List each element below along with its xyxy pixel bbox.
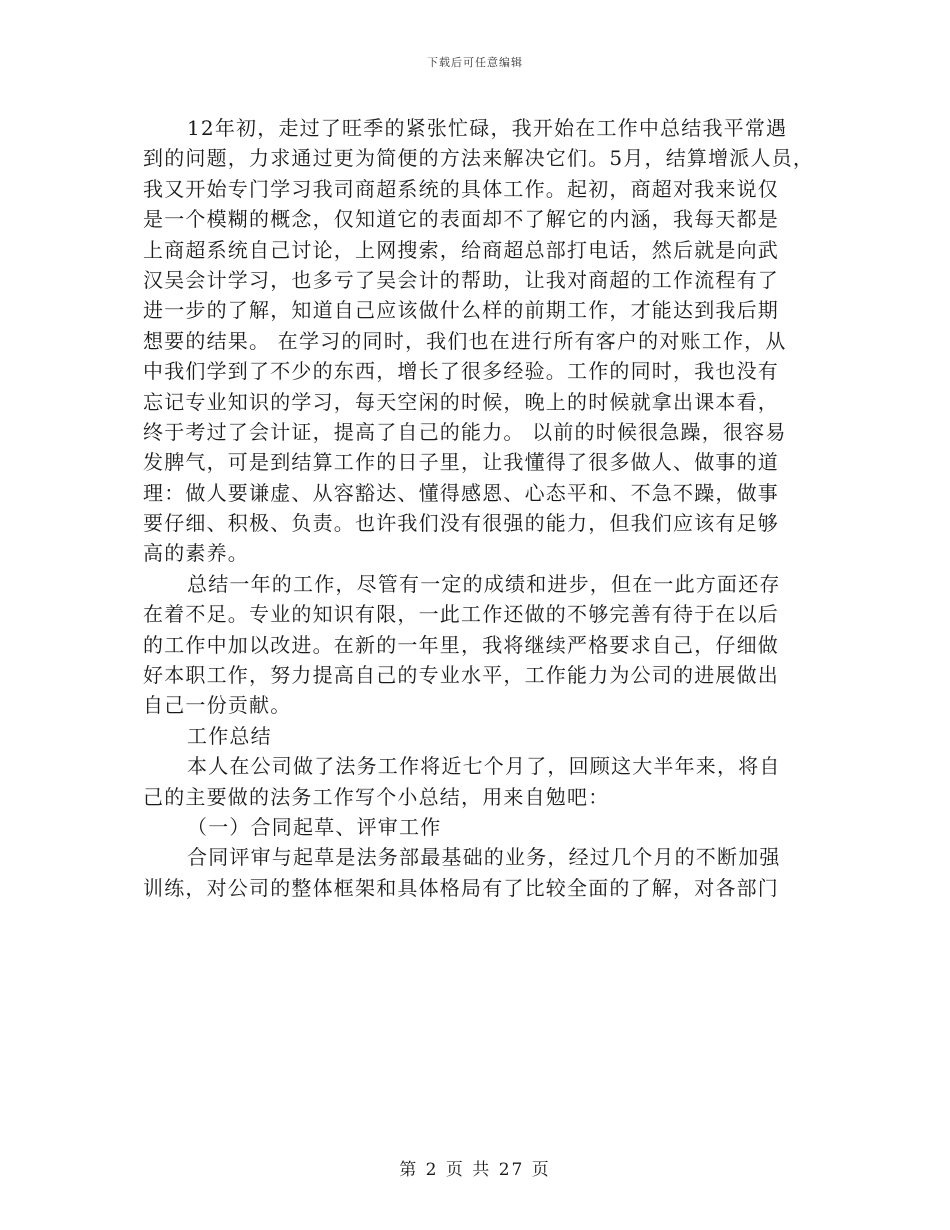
text-line: 在着不足。专业的知识有限，一此工作还做的不够完善有待于在以后 [143,602,779,627]
document-body [143,113,815,903]
text-line: 进一步的了解，知道自己应该做什么样的前期工作，才能达到我后期 [143,298,779,323]
text-line: 到的问题，力求通过更为简便的方法来解决它们。5月，结算增派人员， [143,146,815,171]
page-header-note: 下载后可任意编辑 [427,56,523,69]
text-line: 合同评审与起草是法务部最基础的业务，经过几个月的不断加强 [187,845,781,870]
text-line: 自己一份贡献。 [143,693,292,718]
text-line: 训练，对公司的整体框架和具体格局有了比较全面的了解，对各部门 [143,875,779,900]
text-line: 汉吴会计学习，也多亏了吴会计的帮助，让我对商超的工作流程有了 [143,267,779,292]
text-line: 忘记专业知识的学习，每天空闲的时候，晚上的时候就拿出课本看， [143,389,779,414]
text-line: 我又开始专门学习我司商超系统的具体工作。起初，商超对我来说仅 [143,176,779,201]
text-line: 是一个模糊的概念，仅知道它的表面却不了解它的内涵，我每天都是 [143,207,779,232]
text-line: 的工作中加以改进。在新的一年里，我将继续严格要求自己，仔细做 [143,632,779,657]
text-line: 要仔细、积极、负责。也许我们没有很强的能力，但我们应该有足够 [143,511,779,536]
text-line: 好本职工作，努力提高自己的专业水平，工作能力为公司的进展做出 [143,663,779,688]
text-line: 总结一年的工作，尽管有一定的成绩和进步，但在一此方面还存 [187,571,781,596]
text-line: 想要的结果。 在学习的同时，我们也在进行所有客户的对账工作，从 [143,328,787,353]
text-line: 中我们学到了不少的东西，增长了很多经验。工作的同时，我也没有 [143,359,779,384]
text-line: 上商超系统自己讨论，上网搜索，给商超总部打电话，然后就是向武 [143,237,779,262]
text-line: 终于考过了会计证，提高了自己的能力。 以前的时候很急躁，很容易 [143,419,787,444]
text-line: 工作总结 [187,723,272,748]
page-number-footer: 第 2 页 共 27 页 [399,1160,551,1180]
text-line: 12年初，走过了旺季的紧张忙碌，我开始在工作中总结我平常遇 [187,116,788,140]
text-line: 理：做人要谦虚、从容豁达、懂得感恩、心态平和、不急不躁，做事 [143,480,779,505]
text-line: 己的主要做的法务工作写个小总结，用来自勉吧： [143,784,610,809]
text-line: 本人在公司做了法务工作将近七个月了，回顾这大半年来，将自 [187,754,781,779]
text-line: （一）合同起草、评审工作 [187,814,442,839]
text-line: 高的素养。 [143,541,249,566]
text-line: 发脾气，可是到结算工作的日子里，让我懂得了很多做人、做事的道 [143,450,779,475]
